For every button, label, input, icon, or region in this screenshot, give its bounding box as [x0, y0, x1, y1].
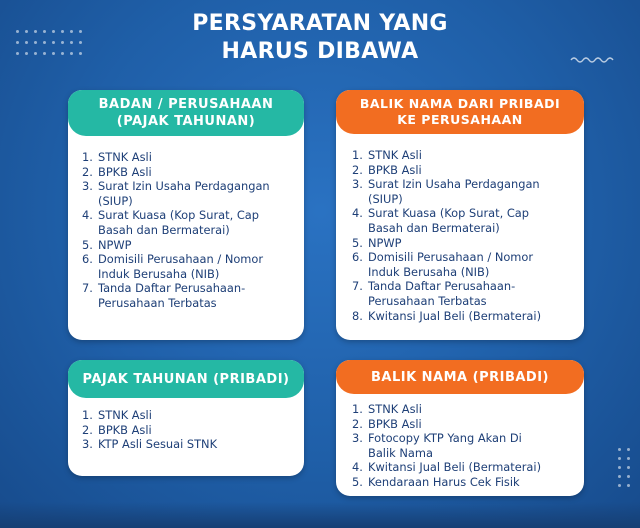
card-heading-line-1: BADAN / PERUSAHAAN — [98, 97, 274, 112]
item-text: Fotocopy KTP Yang Akan Di — [368, 431, 522, 446]
requirement-item — [352, 206, 541, 221]
item-text: Balik Nama — [368, 445, 433, 460]
item-text: Basah dan Bermaterai) — [98, 222, 230, 237]
item-number: 3. — [82, 179, 93, 194]
item-number: 1. — [352, 148, 363, 162]
card-badan-perusahaan — [68, 90, 304, 340]
requirement-item — [352, 431, 541, 446]
item-text: (SIUP) — [98, 193, 133, 208]
decorative-dot-grid-bottom — [618, 448, 630, 487]
card-balik-nama-ke-perusahaan — [336, 90, 584, 340]
item-number: 4. — [352, 206, 363, 221]
item-text: STNK Asli — [98, 408, 152, 422]
item-text: Surat Kuasa (Kop Surat, Cap — [368, 206, 529, 221]
item-number: 6. — [352, 250, 363, 265]
requirement-item — [352, 236, 541, 251]
item-text: NPWP — [98, 237, 132, 252]
item-text: Domisili Perusahaan / Nomor — [98, 252, 264, 267]
card-heading-line-2: KE PERUSAHAAN — [397, 112, 523, 127]
requirement-item — [82, 423, 217, 438]
requirement-item — [82, 165, 270, 180]
requirement-item — [82, 252, 270, 267]
item-number: 2. — [82, 164, 93, 179]
item-text: NPWP — [368, 235, 402, 250]
item-text: Basah dan Bermaterai) — [368, 220, 500, 235]
item-number: 1. — [82, 150, 93, 164]
item-text: BPKB Asli — [98, 164, 152, 179]
requirements-list — [352, 148, 541, 323]
item-text: Kendaraan Harus Cek Fisik — [368, 474, 520, 489]
requirement-item — [352, 279, 541, 294]
item-number: 1. — [352, 402, 363, 416]
item-text: KTP Asli Sesuai STNK — [98, 437, 218, 452]
requirement-item — [352, 309, 541, 324]
item-number: 3. — [352, 177, 363, 192]
requirement-item — [82, 437, 217, 452]
item-text: STNK Asli — [98, 150, 152, 164]
requirement-item — [352, 163, 541, 178]
requirement-item — [352, 192, 541, 207]
requirement-item — [82, 223, 270, 238]
requirement-item — [82, 150, 270, 165]
card-heading-line-2: (PAJAK TAHUNAN) — [116, 114, 256, 129]
item-text: Perusahaan Terbatas — [368, 293, 487, 308]
item-text: BPKB Asli — [368, 162, 422, 177]
requirement-item — [352, 294, 541, 309]
card-heading-line-1: BALIK NAMA (PRIBADI) — [370, 369, 549, 385]
card-balik-nama-pribadi — [336, 360, 584, 496]
item-text: STNK Asli — [368, 148, 422, 162]
requirements-list — [82, 150, 270, 311]
item-number: 2. — [352, 416, 363, 431]
item-text: Perusahaan Terbatas — [98, 295, 217, 310]
requirement-item — [352, 446, 541, 461]
requirement-item — [82, 238, 270, 253]
item-text: Surat Izin Usaha Perdagangan — [98, 179, 270, 194]
card-heading-line-1: BALIK NAMA DARI PRIBADI — [359, 96, 561, 111]
requirement-item — [352, 402, 541, 417]
requirement-item — [82, 296, 270, 311]
item-text: Surat Izin Usaha Perdagangan — [368, 177, 540, 192]
requirement-item — [352, 417, 541, 432]
requirement-item — [352, 250, 541, 265]
page-title-line-1: PERSYARATAN YANG — [192, 11, 448, 36]
item-number: 5. — [352, 235, 363, 250]
requirement-item — [352, 221, 541, 236]
item-text: Surat Kuasa (Kop Surat, Cap — [98, 208, 259, 223]
item-text: Tanda Daftar Perusahaan- — [98, 281, 246, 296]
item-text: Kwitansi Jual Beli (Bermaterai) — [368, 460, 542, 475]
page-title-line-2: HARUS DIBAWA — [221, 39, 419, 64]
item-number: 8. — [352, 308, 363, 323]
requirement-item — [82, 267, 270, 282]
item-number: 1. — [82, 408, 93, 422]
item-number: 4. — [352, 460, 363, 475]
requirement-item — [82, 208, 270, 223]
card-header — [68, 360, 304, 398]
requirement-item — [352, 265, 541, 280]
requirement-item — [352, 475, 541, 490]
item-text: STNK Asli — [368, 402, 422, 416]
requirement-item — [352, 148, 541, 163]
item-number: 3. — [82, 437, 93, 452]
page-title — [0, 10, 640, 66]
requirements-list — [82, 408, 217, 452]
item-number: 7. — [82, 281, 93, 296]
item-number: 2. — [82, 422, 93, 437]
item-text: BPKB Asli — [368, 416, 422, 431]
card-pajak-tahunan-pribadi — [68, 360, 304, 476]
item-number: 5. — [82, 237, 93, 252]
item-text: (SIUP) — [368, 191, 403, 206]
requirement-item — [82, 179, 270, 194]
requirement-item — [352, 460, 541, 475]
item-text: Induk Berusaha (NIB) — [368, 264, 490, 279]
item-text: BPKB Asli — [98, 422, 152, 437]
requirements-list — [352, 402, 541, 490]
requirement-item — [82, 408, 217, 423]
item-number: 7. — [352, 279, 363, 294]
requirement-item — [82, 194, 270, 209]
card-heading-line-1: PAJAK TAHUNAN (PRIBADI) — [82, 371, 290, 387]
requirement-item — [82, 281, 270, 296]
item-text: Tanda Daftar Perusahaan- — [368, 279, 516, 294]
card-header — [336, 90, 584, 134]
card-header — [336, 360, 584, 394]
item-number: 6. — [82, 252, 93, 267]
item-number: 2. — [352, 162, 363, 177]
item-text: Induk Berusaha (NIB) — [98, 266, 220, 281]
card-header — [68, 90, 304, 136]
item-text: Domisili Perusahaan / Nomor — [368, 250, 534, 265]
item-text: Kwitansi Jual Beli (Bermaterai) — [368, 308, 542, 323]
item-number: 5. — [352, 474, 363, 489]
item-number: 4. — [82, 208, 93, 223]
item-number: 3. — [352, 431, 363, 446]
requirement-item — [352, 177, 541, 192]
